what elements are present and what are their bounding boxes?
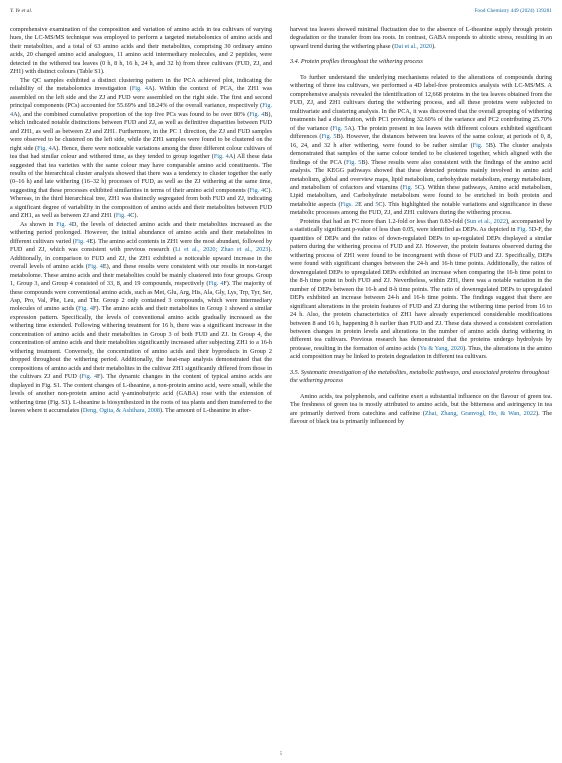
citation-link[interactable]: Fig. 4 xyxy=(87,263,103,271)
text-run: A). Within the context of PCA, the ZH1 was assembled on the left side and the ZJ and FUD were assembled on the right side. The first and second principal components (PCs) accounted for 55.69% and 18.24% of the overall variance, respectively ( xyxy=(10,85,272,110)
running-head xyxy=(10,8,552,16)
citation-link[interactable]: Li et al., 2020; Zhao et al., 2023 xyxy=(175,246,269,254)
page-number: 5 xyxy=(279,752,283,757)
text-run: F). The amino acids and their metabolites in Group 1 showed a similar expression pattern. Specifically, the levels of conventional amino acids gradually increased as the withering time extended. Following withering treatment for 16 h, there was a significant increase in the concentration of amino acids and their metabolites in Group 3 of both FUD and ZJ. In Group 4, the concentration of amino acids and their metabolites significantly increased after subjecting ZH1 to a 16-h withering treatment. Conversely, the concentration of amino acids and their byproducts in Group 2 dropped throughout the withering period. Additionally, the heat-map analysis demonstrated that the compositions of amino acids and their metabolites in the cultivar ZH1 significantly differed from those in the cultivars ZJ and FUD ( xyxy=(10,305,272,381)
citation-link[interactable]: Fig. 4 xyxy=(131,85,148,93)
text-run: As shown in xyxy=(20,220,57,228)
citation-link[interactable]: Fig. 4 xyxy=(213,153,229,161)
citation-link[interactable]: Fig. 4 xyxy=(56,220,72,228)
text-run: D, the levels of detected amino acids and their metabolites increased as the withering period prolonged. However, the initial abundance of amino acids and their metabolites in different cultivars varied ( xyxy=(10,220,272,245)
text-run: ). The amount of L-theanine in after- xyxy=(160,407,252,415)
citation-link[interactable]: Deng, Ogita, & Ashihara, 2008 xyxy=(82,407,161,415)
citation-link[interactable]: Fig. 4 xyxy=(10,102,272,118)
citation-link[interactable]: Fig. 5 xyxy=(346,158,362,166)
text-run: A), and the combined cumulative proportion of the top five PCs was found to be over 80% ( xyxy=(13,110,250,118)
header-authors: Y. Ye et al. xyxy=(10,8,33,14)
text-run: C). Whereas, in the third hierarchical tree, ZH1 was distinctly segregated from both FUD and ZJ, indicating a significant degree of variability in the composition of amino acids and their metabolites between FUD and ZH1, as well as between ZJ and ZH1 ( xyxy=(10,186,272,220)
text-run: B). However, the distances between tea leaves of the same colour, at periods of 0, 8, 16, 24, and 32 h after withering, were found to be rather similar ( xyxy=(290,133,552,149)
text-run: E), and these results were consistent with our results in non-target metabolome. These amino acids and their metabolites could be mainly clustered into four groups. Group 1, Group 3, and Group 4 consisted of 33, 8, and 19 compounds, respectively ( xyxy=(10,263,272,288)
right-column xyxy=(290,26,552,427)
text-run: The QC samples exhibited a distinct clustering pattern in the PCA achieved plot, indicating the reliability of the metabolomics investigation ( xyxy=(10,76,272,93)
paragraph xyxy=(290,218,552,362)
left-column xyxy=(10,26,272,416)
citation-link[interactable]: Fig. 4 xyxy=(78,305,93,313)
text-run: A) All these data suggested that tea varieties with the same colour may have comparable amino acid constituents. The results of the hierarchical cluster analysis showed that there was a tendency to cluster together the early (0–16 h) and late withering (16–32 h) processes of FUD, as well as the ZJ withering at the same time, suggesting that these processes exhibited similarities in terms of their amino acid components ( xyxy=(10,153,272,194)
text-run: F). The dynamic changes in the content of typical amino acids are displayed in Fig. S1. The content changes of L-theanine, a non-protein amino acid, were small, while the levels of another non-protein amino acid γ-aminobutyric acid (GABA) rose with the extension of withering time (Fig. S1). L-theanine is biosynthesized in the roots of tea plants and then transferred to the leaves where it accumulates ( xyxy=(10,373,272,415)
citation-link[interactable]: Fig. 5 xyxy=(321,133,337,141)
text-run: B). These results were also consistent with the findings of the amino acid analysis. The KEGG pathways showed that these detected proteins mainly involved in amino acid metabolism, global and overview maps, lipid metabolism, carbohydrate metabolism, energy metabolism, and metabolism of cofactors and vitamins ( xyxy=(290,158,552,191)
text-run: ). Thus, the alterations in the amino acid composition may be linked to protein degradation in different tea cultivars. xyxy=(290,344,552,361)
citation-link[interactable]: Figs. 2 xyxy=(340,200,359,208)
journal-link[interactable]: Food Chemistry 449 (2024) 139281 xyxy=(474,8,552,14)
text-run: D-F, the quantities of DEPs and the ratios of down-regulated DEPs to up-regulated DEPs displayed a similar pattern during the withering process of FUD and ZJ. However, the protein features observed during the withering process of ZH1 were found to be incongruent with those of FUD and ZJ. Specifically, DEPs were found with significant changes between the 24-h and 16-h time points. Additionally, the ratios of downregulated DEPs to upregulated DEPs exhibited an increase when comparing the 16-h time point to the 8-h time point in both FUD and ZJ. Nevertheless, within ZH1, there was a notable variation in the number of DEPs between the 16-h and 8-h time points. The ratio of downregulated DEPs to upregulated DEPs exhibited an increase between 24-h and 16-h time points. The findings suggest that there are significant alterations in the protein features of FUD and ZJ during the withering time period from 16 to 24 h. Also, the protein characteristics of ZH1 have already experienced considerable modifications between 8 and 16 h, happening 8 h earlier than FUD and ZJ. These data showed a consistent correlation between changes in protein levels and alterations in the number of amino acids during withering in different tea cultivars. Previous research has demonstrated that the proteins undergo hydrolysis by protease, resulting in the formation of amino acids ( xyxy=(290,226,552,352)
text-run: ). The flavour of black tea is primarily influenced by xyxy=(290,409,552,426)
citation-link[interactable]: Fig. 5 xyxy=(332,124,348,132)
text-run: ), accompanied by a statistically significant p-value of less than 0.05, were identified as DEPs. As depicted in xyxy=(290,217,553,234)
citation-link[interactable]: Fig. 4 xyxy=(37,144,52,152)
section-heading: 3.5. Systematic investigation of the metabolites, metabolic pathways, and associated proteins throughout the withering process xyxy=(290,368,550,385)
citation-link[interactable]: Fig. 4 xyxy=(81,373,98,381)
paragraph xyxy=(10,26,272,77)
citation-link[interactable]: Fig. 4 xyxy=(249,186,265,194)
text-run: comprehensive examination of the composition and variation of amino acids in tea cultivars of varying hues, the LC-MS/MS technique was employed to perform a targeted metabolomics of amino acids and their metabolites, and a total of 63 amino acids and their metabolites, comprising 30 ordinary amino acids, 20 changed amino acid analogues, 11 amino acid intermediary molecules, and 2 peptides, were detected in the withered tea leaves (0 h, 8 h, 16 h, 24 h, and 32 h) from three cultivars (FUD, ZJ, and ZH1) with distinct colours (Table S1). xyxy=(10,26,272,76)
text-run: harvest tea leaves showed minimal fluctuation due to the absence of L-theanine supply through protein degradation or the transfer from tea roots. In contrast, GABA responds to abiotic stress, resulting in an upward trend during the withering phase ( xyxy=(290,26,552,50)
text-run: To further understand the underlying mechanisms related to the alterations of compounds during withering of three tea cultivars, we performed a 4D label-free proteomics analysis with LC-MS/MS. A comprehensive analysis revealed the identification of 12,668 proteins in the tea leaves obtained from the FUD, ZJ, and ZH1 cultivars during the withering process, and all these proteins were subjected to multivariate and clustering analysis. In the PCA, it was discovered that the overall grouping of withering treatments had a distribution, with PC1 providing 32.60% of the variance and PC2 contributing 25.70% of the variance ( xyxy=(290,73,552,132)
text-run: ). Additionally, in comparison to FUD and ZJ, the ZH1 exhibited a noticeable upward increase in the overall levels of amino acids ( xyxy=(10,246,272,271)
text-run: E). The amino acid contents in ZH1 were the most abundant, followed by FUD and ZJ, which was consistent with previous research ( xyxy=(10,237,272,254)
citation-link[interactable]: Fig. 5 xyxy=(402,184,418,191)
citation-link[interactable]: Sun et al., 2022 xyxy=(466,217,506,225)
citation-link[interactable]: Fig. 4 xyxy=(115,212,131,220)
citation-link[interactable]: Fig. 4 xyxy=(74,237,90,245)
text-run: B). The cluster analysis demonstrated that samples of the same colour tended to be clustered together, which aligned with the findings of the PCA ( xyxy=(290,141,552,166)
section-heading: 3.4. Protein profiles throughout the withering process xyxy=(290,58,423,66)
text-run: C). xyxy=(130,212,139,220)
citation-link[interactable]: Yu & Yang, 2020 xyxy=(419,344,464,352)
text-run: C). Within these pathways, Amino acid metabolism, Lipid metabolism, and Carbohydrate metabolism were found to be enriched in both protein and metabolite aspects ( xyxy=(290,184,552,208)
text-run: A). The protein present in tea leaves with different colours exhibited significant differences ( xyxy=(290,124,552,141)
citation-link[interactable]: Fig. 5 xyxy=(472,141,489,149)
citation-link[interactable]: Zhai, Zhang, Granvogl, Ho, & Wan, 2022 xyxy=(424,409,537,417)
paragraph xyxy=(290,393,552,427)
text-run: E and xyxy=(358,200,376,208)
text-run: A). Hence, there were noticeable variations among the three different colour cultivars of tea that had similar colour and withered time, as they tended to group together ( xyxy=(10,144,273,161)
citation-link[interactable]: Fig. 4 xyxy=(208,280,224,288)
paragraph xyxy=(10,77,272,221)
paragraph xyxy=(10,221,272,416)
text-run: ). xyxy=(432,42,436,50)
text-run: Amino acids, tea polyphenols, and caffeine exert a substantial influence on the flavour of green tea. The freshness of green tea is mostly attributed to amino acids, but the bitterness and astringency in tea are primarily derived from catechins and caffeine ( xyxy=(290,392,552,417)
text-run: B), which indicated notable distinctions between FUD and ZJ, as well as definitive disparities between FUD and ZH1, as well as between ZJ and ZH1. Furthermore, in the PC 1 direction, the ZJ and FUD samples were observed to be clustered on the left side, while the ZH1 samples were found to be clustered on the right side ( xyxy=(10,110,272,152)
text-run: C). This highlighted the notable variations and significance in these metabolic processes among the FUD, ZJ, and ZH1 cultivars during the withering process. xyxy=(290,200,552,217)
citation-link[interactable]: 5 xyxy=(375,200,379,208)
paragraph xyxy=(290,74,552,218)
paragraph xyxy=(290,26,552,51)
citation-link[interactable]: Dai et al., 2020 xyxy=(394,42,433,50)
text-run: F). The majority of these compounds were conventional amino acids, such as Met, Glu, Arg, His, Ala, Gly, Lys, Trp, Tyr, Ser, Asp, Pro, Val, Phe, Leu, and Thr. Group 2 only contained 3 compounds, which were intermediary molecules of amino acids ( xyxy=(10,280,272,313)
header-journal[interactable] xyxy=(474,8,552,14)
citation-link[interactable]: Fig. 5 xyxy=(517,226,532,234)
citation-link[interactable]: Fig. 4 xyxy=(249,110,265,118)
text-run: Proteins that had an FC more than 1.2-fold or less than 0.83-fold ( xyxy=(300,217,467,225)
